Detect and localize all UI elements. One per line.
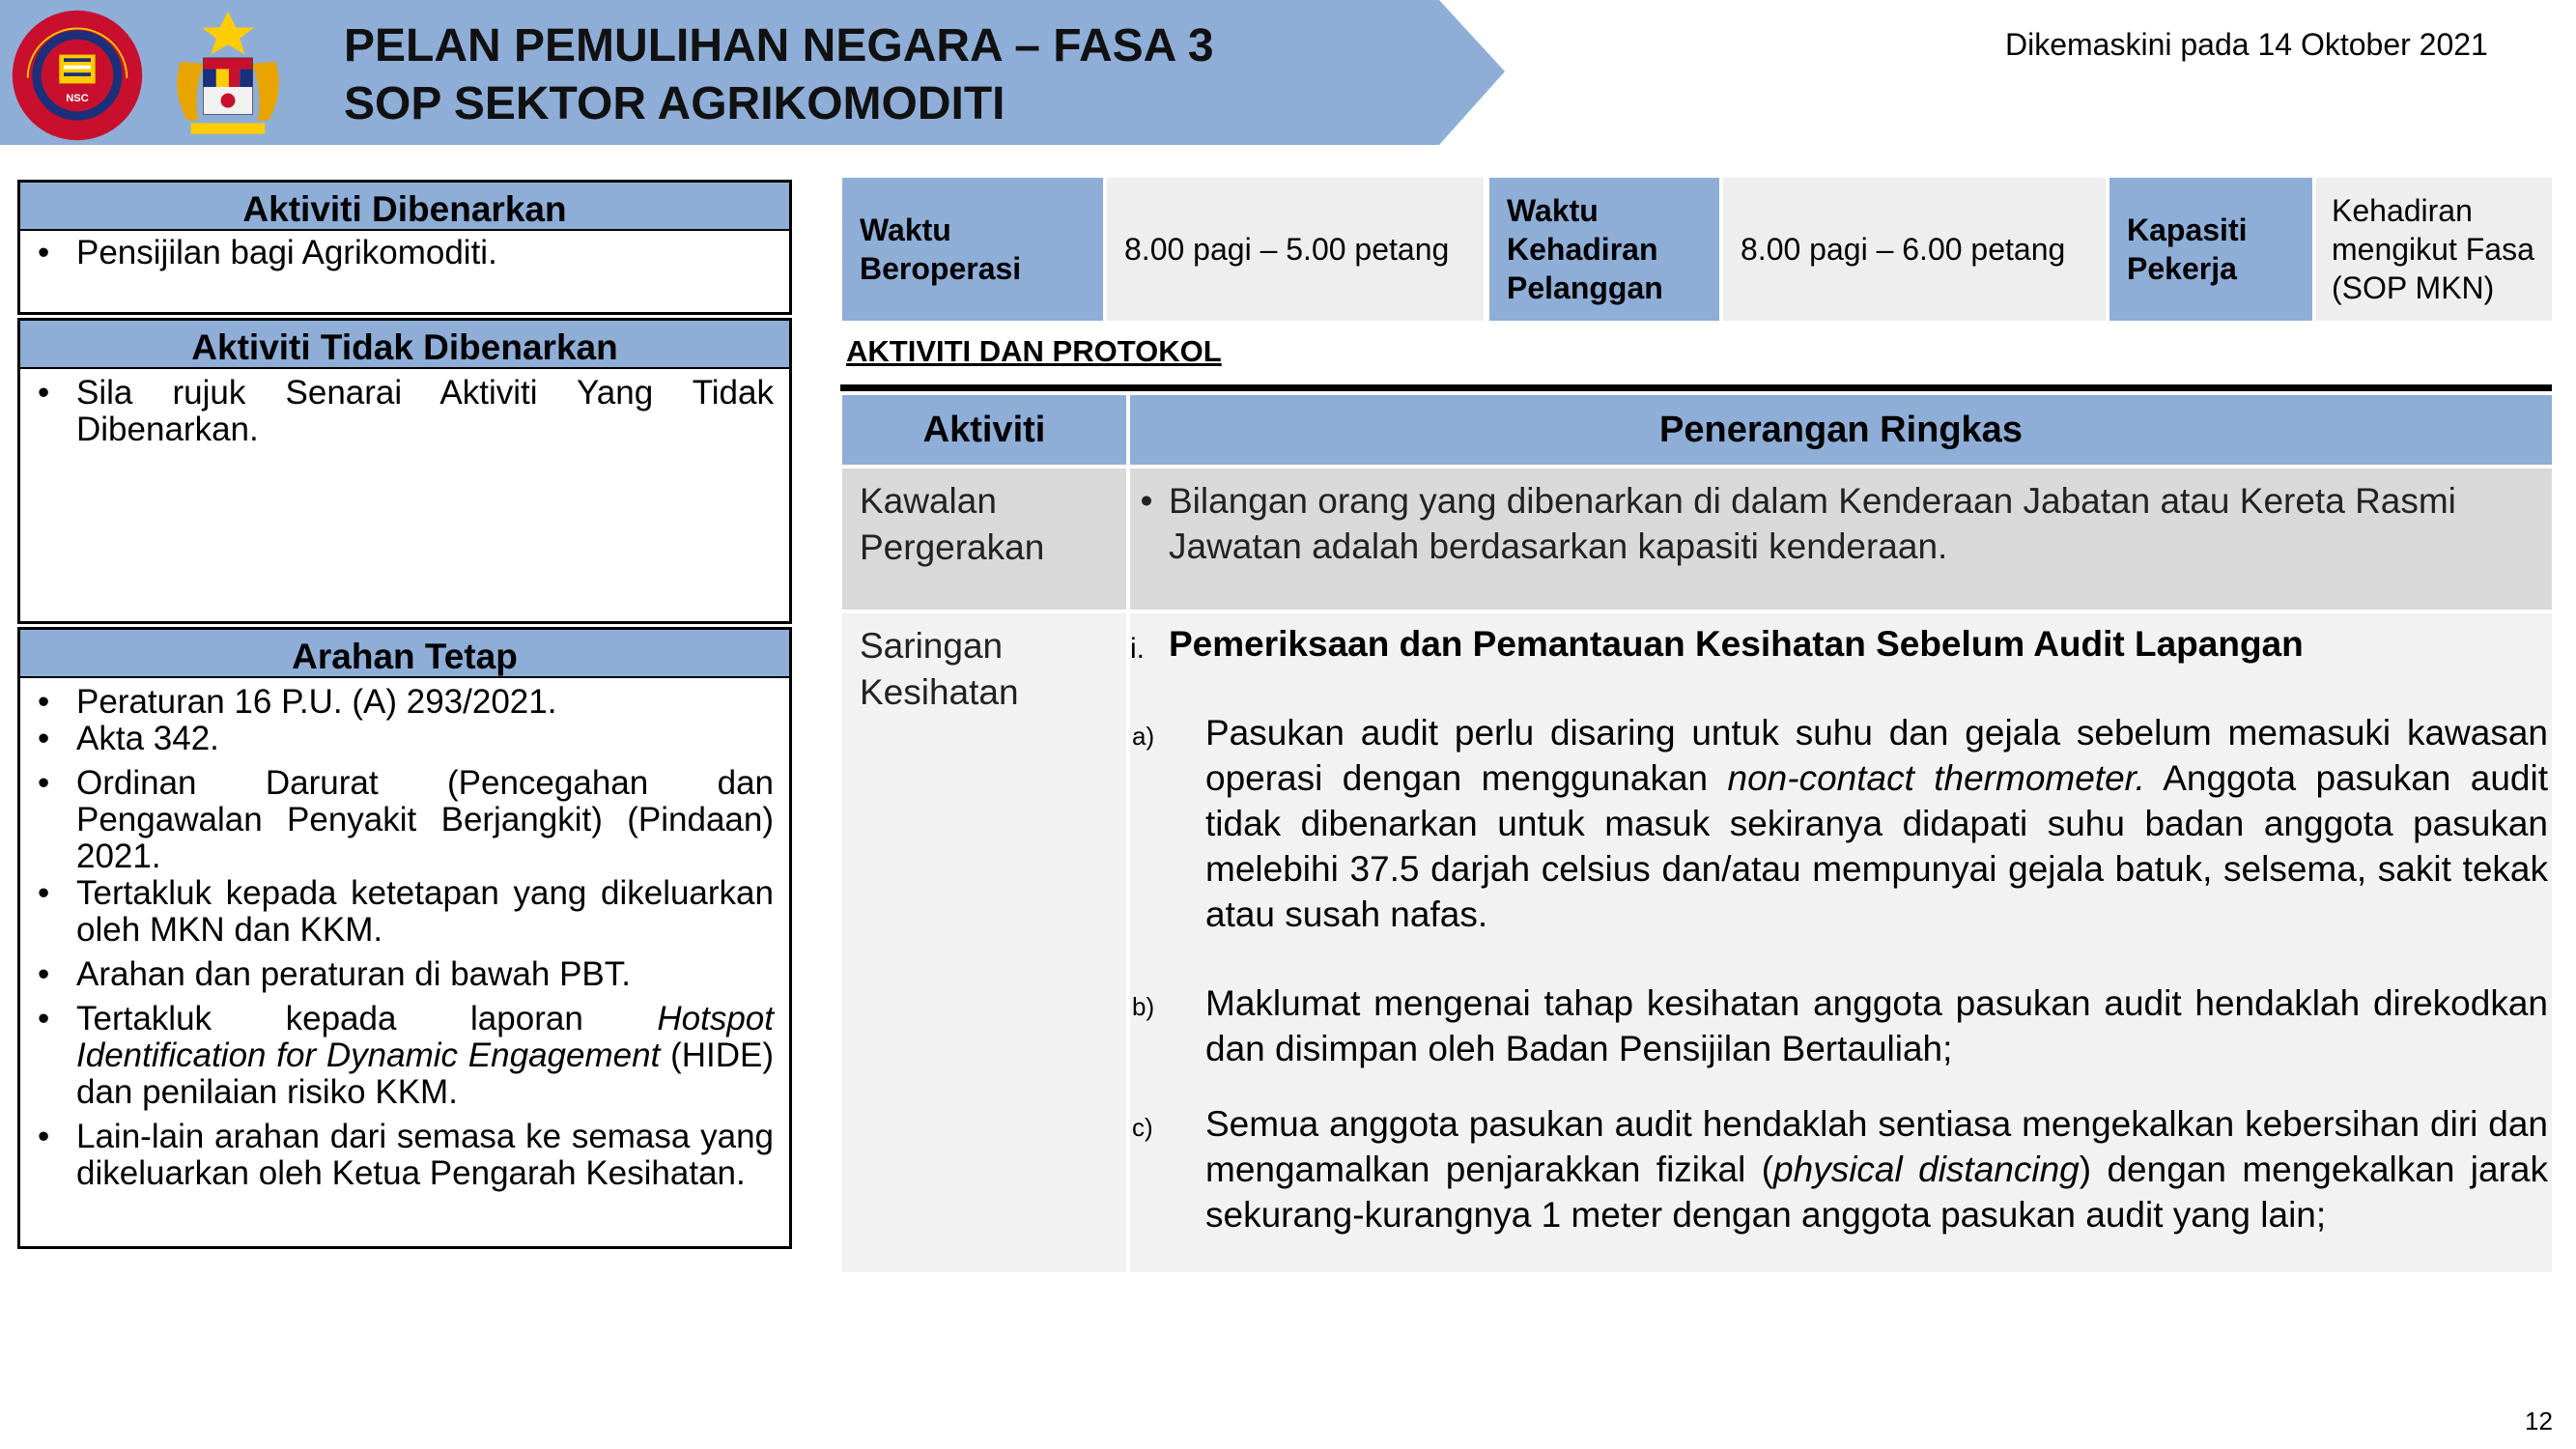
description-movement-control	[1130, 469, 2552, 610]
operating-hours-value: 8.00 pagi – 5.00 petang	[1107, 178, 1484, 321]
prohibited-activities-title: Aktiviti Tidak Dibenarkan	[20, 321, 789, 369]
standing-order-item: • Ordinan Darurat (Pencegahan dan Pengawalan Penyakit Berjangkit) (Pindaan) 2021.	[20, 765, 789, 875]
page-title: PELAN PEMULIHAN NEGARA – FASA 3	[344, 20, 1214, 71]
bullet-marker: •	[1140, 481, 1153, 521]
item-c-italic: physical distancing	[1773, 1150, 2080, 1189]
coat-of-arms-logo	[156, 8, 299, 143]
item-marker-c: c)	[1132, 1113, 1153, 1142]
hide-report-italic: Hotspot Identification for Dynamic Engagement	[76, 1000, 774, 1074]
protocol-section-title: AKTIVITI DAN PROTOKOL	[846, 334, 1222, 368]
operating-hours-label: Waktu Beroperasi	[842, 178, 1103, 321]
activity-movement-control: Kawalan Pergerakan	[842, 469, 1126, 610]
customer-hours-value: 8.00 pagi – 6.00 petang	[1723, 178, 2106, 321]
updated-date: Dikemaskini pada 14 Oktober 2021	[2005, 27, 2488, 62]
item-a-italic: non-contact thermometer.	[1727, 758, 2145, 798]
standing-order-item: • Lain-lain arahan dari semasa ke semasa yang dikeluarkan oleh Ketua Pengarah Kesihatan.	[20, 1119, 789, 1192]
item-c-text: Semua anggota pasukan audit hendaklah sentiasa mengekalkan kebersihan diri dan mengamalkan penjarakkan fizikal (	[1205, 1104, 2548, 1189]
section-divider	[840, 384, 2552, 391]
standing-order-item: • Arahan dan peraturan di bawah PBT.	[20, 956, 789, 993]
standing-orders-title: Arahan Tetap	[20, 630, 789, 678]
item-a-text: Pasukan audit perlu disaring untuk suhu dan gejala sebelum memasuki kawasan operasi dengan menggunakan	[1205, 713, 2548, 798]
activity-column-header: Aktiviti	[842, 395, 1126, 465]
item-marker-a: a)	[1132, 722, 1155, 751]
page-number: 12	[2525, 1406, 2553, 1435]
standing-order-item: • Akta 342.	[20, 721, 789, 757]
standing-order-item: • Tertakluk kepada ketetapan yang dikeluarkan oleh MKN dan KKM.	[20, 875, 789, 949]
prohibited-activities-box	[17, 318, 792, 624]
description-health-screening	[1130, 613, 2552, 1272]
screening-item-c	[1205, 1101, 2548, 1237]
allowed-activities-title: Aktiviti Dibenarkan	[20, 183, 789, 231]
movement-control-text: Bilangan orang yang dibenarkan di dalam Kenderaan Jabatan atau Kereta Rasmi Jawatan adalah berdasarkan kapasiti kenderaan.	[1169, 481, 2456, 566]
hide-report-suffix: (HIDE) dan penilaian risiko KKM.	[76, 1037, 774, 1111]
worker-capacity-value: Kehadiran mengikut Fasa (SOP MKN)	[2316, 178, 2552, 321]
standing-order-item	[20, 1001, 789, 1111]
page-subtitle: SOP SEKTOR AGRIKOMODITI	[344, 78, 1005, 129]
worker-capacity-label: Kapasiti Pekerja	[2109, 178, 2312, 321]
screening-heading: Pemeriksaan dan Pemantauan Kesihatan Sebelum Audit Lapangan	[1169, 624, 2304, 664]
allowed-activity-item: • Pensijilan bagi Agrikomoditi.	[20, 235, 789, 271]
item-a-text-cont: Anggota pasukan audit tidak dibenarkan untuk masuk sekiranya didapati suhu badan anggota pasukan melebihi 37.5 darjah celsius dan/atau mempunyai gejala batuk, selsema, sakit tekak atau susah nafas.	[1205, 758, 2548, 934]
customer-hours-label: Waktu Kehadiran Pelanggan	[1489, 178, 1719, 321]
roman-numeral: i.	[1130, 633, 1145, 665]
prohibited-activity-item: • Sila rujuk Senarai Aktiviti Yang Tidak Dibenarkan.	[20, 375, 789, 448]
activity-health-screening: Saringan Kesihatan	[842, 613, 1126, 1272]
svg-text:NSC: NSC	[66, 93, 89, 105]
screening-item-b: Maklumat mengenai tahap kesihatan anggota pasukan audit hendaklah direkodkan dan disimpan oleh Badan Pensijilan Bertauliah;	[1205, 983, 2548, 1068]
nsc-logo	[6, 8, 149, 143]
allowed-activities-box	[17, 180, 792, 315]
standing-orders-box	[17, 627, 792, 1249]
item-marker-b: b)	[1132, 992, 1155, 1021]
screening-item-a	[1205, 710, 2548, 937]
description-column-header: Penerangan Ringkas	[1130, 395, 2552, 465]
hide-report-prefix: Tertakluk kepada laporan	[76, 1000, 658, 1037]
item-c-text-cont: ) dengan mengekalkan jarak sekurang-kurangnya 1 meter dengan anggota pasukan audit yang lain;	[1205, 1150, 2549, 1235]
standing-order-item: • Peraturan 16 P.U. (A) 293/2021.	[20, 684, 789, 721]
